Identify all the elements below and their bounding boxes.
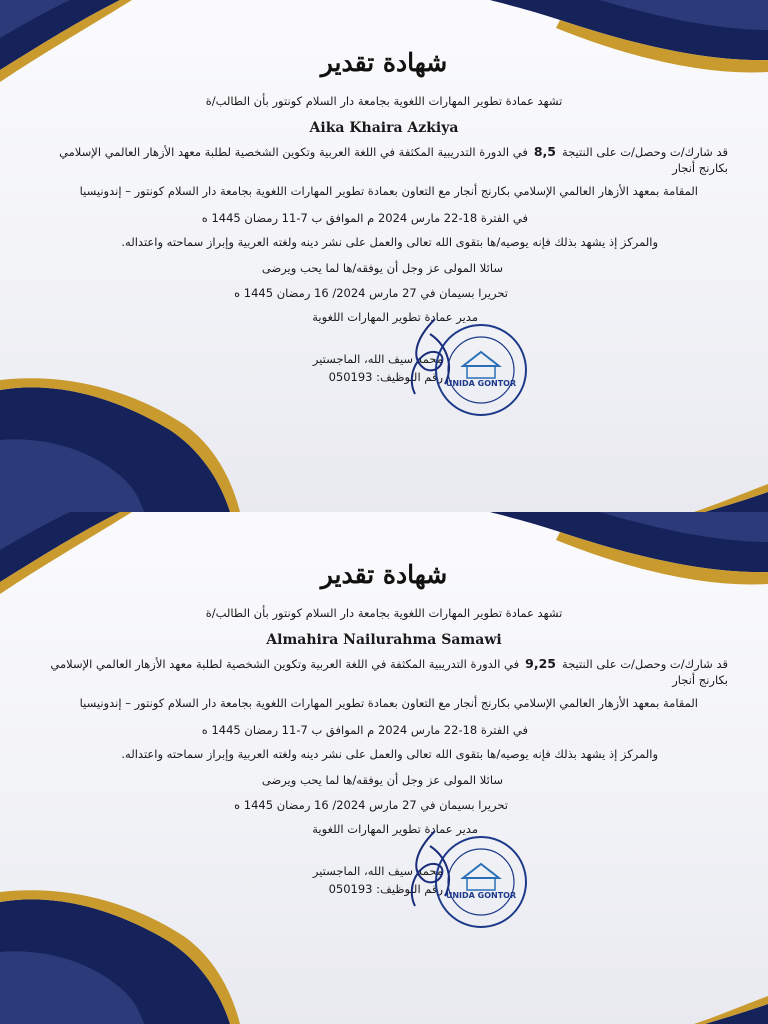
- certificate-2: [0, 512, 768, 1024]
- score-value: 8,5: [533, 144, 556, 159]
- participation-rest: في الدورة التدريبية المكثفة في اللغة العربية وتكوين الشخصية لطلبة معهد الأزهار العالمي الإسلامي بكارنج أنجار: [59, 145, 728, 175]
- wish-text: والمركز إذ يشهد بذلك فإنه يوصيه/ها بتقوى الله تعالى والعمل على نشر دينه ولغته العربية وإبراز سماحته واعتداله.: [121, 235, 658, 249]
- date-place-text: تحريرا بسيمان في 27 مارس 2024/ 16 رمضان 1445 ه: [234, 798, 508, 812]
- participation-text: [38, 656, 728, 688]
- seal-text: UNIDA GONTOR: [445, 891, 517, 900]
- director-title: مدير عمادة تطوير المهارات اللغوية: [312, 310, 478, 324]
- employee-number: رقم التوظيف: 050193: [328, 370, 443, 384]
- period-text: في الفترة 18-22 مارس 2024 م الموافق ب 7-11 رمضان 1445 ه: [201, 723, 528, 737]
- score-value: 9,25: [525, 656, 556, 671]
- participation-prefix: قد شارك/ت وحصل/ت على النتيجة: [561, 145, 728, 159]
- wish-text: والمركز إذ يشهد بذلك فإنه يوصيه/ها بتقوى الله تعالى والعمل على نشر دينه ولغته العربية وإبراز سماحته واعتداله.: [121, 747, 658, 761]
- intro-text: تشهد عمادة تطوير المهارات اللغوية بجامعة دار السلام كونتور بأن الطالب/ة: [205, 94, 563, 108]
- employee-number: رقم التوظيف: 050193: [328, 882, 443, 896]
- participation-rest: في الدورة التدريبية المكثفة في اللغة العربية وتكوين الشخصية لطلبة معهد الأزهار العالمي الإسلامي بكارنج أنجار: [50, 657, 728, 687]
- director-name: محمد سيف الله، الماجستير: [312, 864, 443, 878]
- student-name: Aika Khaira Azkiya: [309, 120, 459, 136]
- venue-text: المقامة بمعهد الأزهار العالمي الإسلامي بكارنج أنجار مع التعاون بعمادة تطوير المهارات اللغوية بجامعة دار السلام كونتور – إندونيسيا: [79, 696, 698, 710]
- prayer-text: سائلا المولى عز وجل أن يوفقه/ها لما يحب ويرضى: [261, 261, 503, 275]
- participation-text: [38, 144, 728, 176]
- prayer-text: سائلا المولى عز وجل أن يوفقه/ها لما يحب ويرضى: [261, 773, 503, 787]
- seal-text: UNIDA GONTOR: [445, 379, 517, 388]
- signature-icon: [395, 314, 465, 404]
- intro-text: تشهد عمادة تطوير المهارات اللغوية بجامعة دار السلام كونتور بأن الطالب/ة: [205, 606, 563, 620]
- venue-text: المقامة بمعهد الأزهار العالمي الإسلامي بكارنج أنجار مع التعاون بعمادة تطوير المهارات اللغوية بجامعة دار السلام كونتور – إندونيسيا: [79, 184, 698, 198]
- signature-icon: [395, 826, 465, 916]
- director-name: محمد سيف الله، الماجستير: [312, 352, 443, 366]
- certificate-title: شهادة تقدير: [320, 560, 448, 589]
- director-title: مدير عمادة تطوير المهارات اللغوية: [312, 822, 478, 836]
- period-text: في الفترة 18-22 مارس 2024 م الموافق ب 7-11 رمضان 1445 ه: [201, 211, 528, 225]
- date-place-text: تحريرا بسيمان في 27 مارس 2024/ 16 رمضان 1445 ه: [234, 286, 508, 300]
- student-name: Almahira Nailurahma Samawi: [266, 632, 502, 648]
- participation-prefix: قد شارك/ت وحصل/ت على النتيجة: [561, 657, 728, 671]
- certificate-title: شهادة تقدير: [320, 48, 448, 77]
